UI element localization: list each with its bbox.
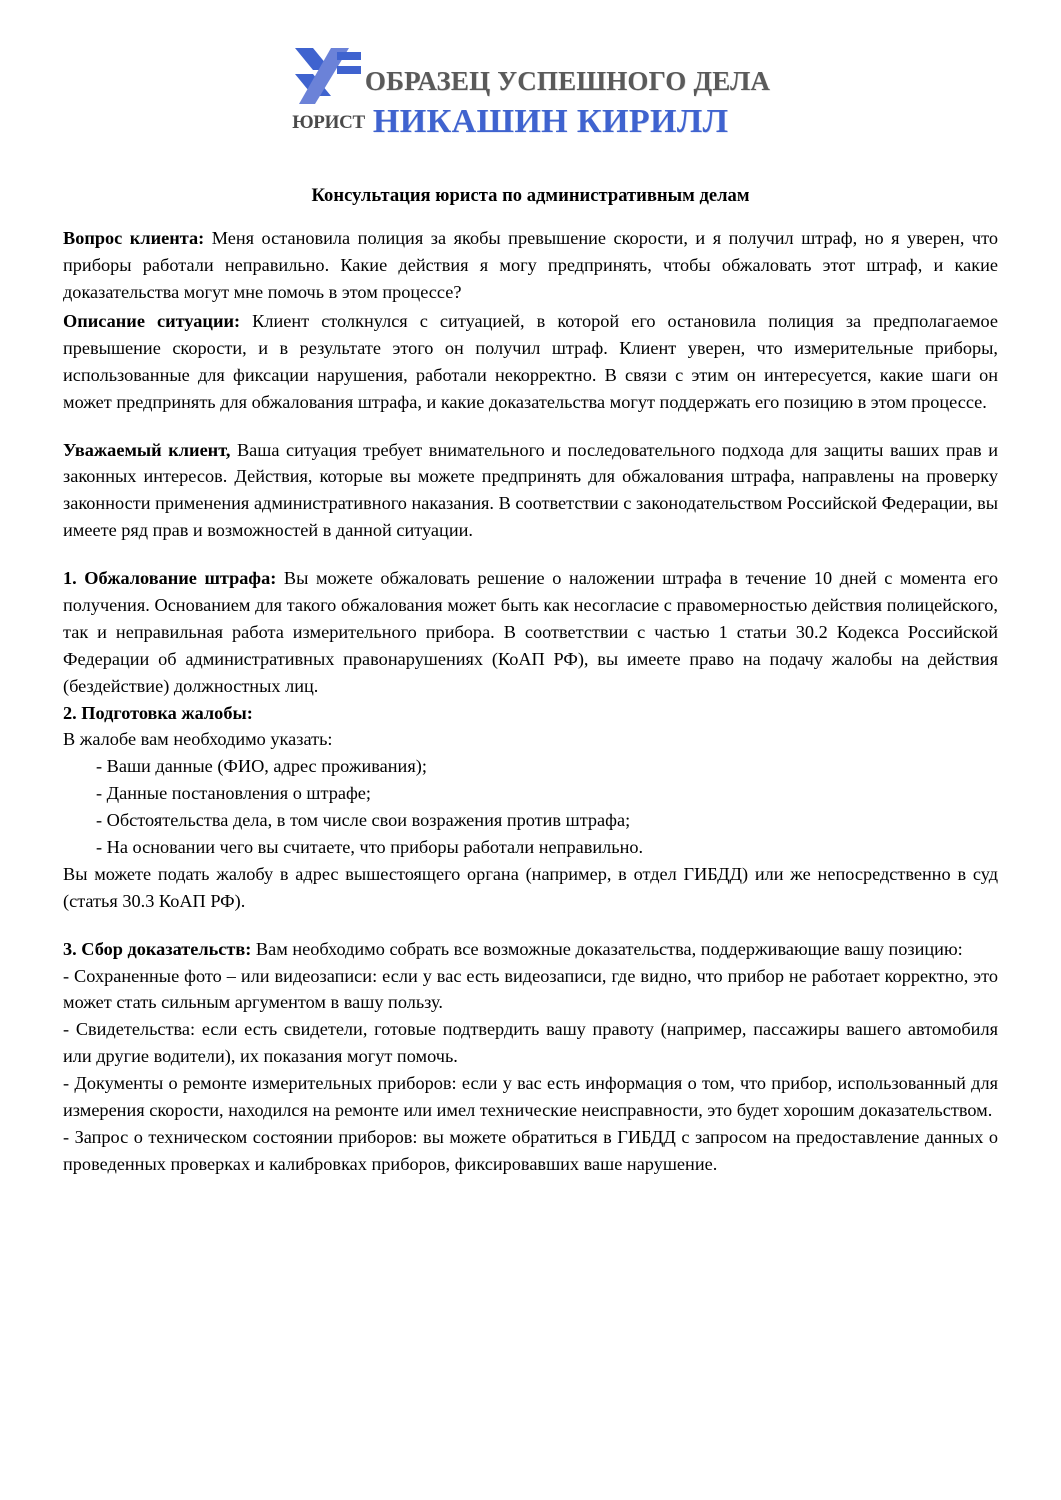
law-firm-logo <box>291 58 770 142</box>
section-3-paragraph <box>63 936 998 963</box>
list-item: - На основании чего вы считаете, что приборы работали неправильно. <box>96 837 644 858</box>
logo-profession-label: ЮРИСТ <box>292 111 365 133</box>
page-title: Консультация юриста по административным делам <box>311 185 750 206</box>
document-header <box>0 0 1061 142</box>
logo-lawyer-name: НИКАШИН КИРИЛЛ <box>372 103 729 140</box>
document-body <box>63 142 998 1178</box>
list-item: - Обстоятельства дела, в том числе свои возражения против штрафа; <box>96 810 631 831</box>
section-1-label: 1. Обжалование штрафа: <box>63 568 277 589</box>
section-3-label: 3. Сбор доказательств: <box>63 938 252 959</box>
evidence-item: - Документы о ремонте измерительных приборов: если у вас есть информация о том, что прибор, использованный для измерения скорости, находился на ремонте или имел технические неисправности, это будет хорошим доказательством. <box>63 1073 998 1121</box>
situation-paragraph <box>63 308 998 416</box>
logo-top-row <box>291 58 770 104</box>
evidence-item: - Свидетельства: если есть свидетели, готовые подтвердить вашу правоту (например, пассажиры вашего автомобиля или другие водители), их показания могут помочь. <box>63 1019 998 1067</box>
situation-text: Клиент столкнулся с ситуацией, в которой его остановила полиция за предполагаемое превышение скорости, и в результате этого он получил штраф. Клиент уверен, что измерительные приборы, использованные для фиксации нарушения, работали некорректно. В связи с этим он интересуется, какие шаги он может предпринять для обжалования штрафа, и какие доказательства могут поддержать его позицию в этом процессе. <box>63 311 998 412</box>
logo-tagline: ОБРАЗЕЦ УСПЕШНОГО ДЕЛА <box>364 65 771 96</box>
evidence-item: - Запрос о техническом состоянии приборов: вы можете обратиться в ГИБДД с запросом на предоставление данных о проведенных проверках и калибровках приборов, фиксировавших ваше нарушение. <box>63 1126 998 1174</box>
situation-label: Описание ситуации: <box>63 311 241 331</box>
section-2-closing: Вы можете подать жалобу в адрес вышестоящего органа (например, в отдел ГИБДД) или же непосредственно в суд (статья 30.3 КоАП РФ). <box>63 863 998 911</box>
section-1-paragraph <box>63 565 998 699</box>
complaint-requirements-list <box>63 753 998 861</box>
client-question-label: Вопрос клиента: <box>63 228 205 249</box>
section-2-heading: 2. Подготовка жалобы: <box>63 702 253 723</box>
section-2-intro: В жалобе вам необходимо указать: <box>63 729 333 750</box>
client-question-paragraph <box>63 225 998 306</box>
client-question-text: Меня остановила полиция за якобы превышение скорости, и я получил штраф, но я уверен, что приборы работали неправильно. Какие действия я могу предпринять, чтобы обжаловать этот штраф, и какие доказательства могут мне помочь в этом процессе? <box>63 228 998 303</box>
greeting-paragraph <box>63 437 998 545</box>
chevron-arrow-logo-mark-icon <box>291 42 361 120</box>
evidence-item: - Сохраненные фото – или видеозаписи: если у вас есть видеозаписи, где видно, что прибор не работает корректно, это может стать сильным аргументом в вашу пользу. <box>63 965 998 1013</box>
greeting-text: Ваша ситуация требует внимательного и последовательного подхода для защиты ваших прав и законных интересов. Действия, которые вы можете предпринять для обжалования штрафа, направлены на проверку законности применения административного наказания. В соответствии с законодательством Российской Федерации, вы имеете ряд прав и возможностей в данной ситуации. <box>63 439 998 541</box>
greeting-label: Уважаемый клиент, <box>63 439 231 460</box>
section-3-text: Вам необходимо собрать все возможные доказательства, поддерживающие вашу позицию: <box>251 938 963 959</box>
list-item: - Ваши данные (ФИО, адрес проживания); <box>96 756 427 777</box>
section-1-text: Вы можете обжаловать решение о наложении штрафа в течение 10 дней с момента его получения. Основанием для такого обжалования может быть как несогласие с правомерностью действия полицейского, так и неправильная работа измерительного прибора. В соответствии с частью 1 статьи 30.2 Кодекса Российской Федерации об административных правонарушениях (КоАП РФ), вы имеете право на подачу жалобы на действия (бездействие) должностных лиц. <box>63 568 998 696</box>
list-item: - Данные постановления о штрафе; <box>96 783 371 804</box>
